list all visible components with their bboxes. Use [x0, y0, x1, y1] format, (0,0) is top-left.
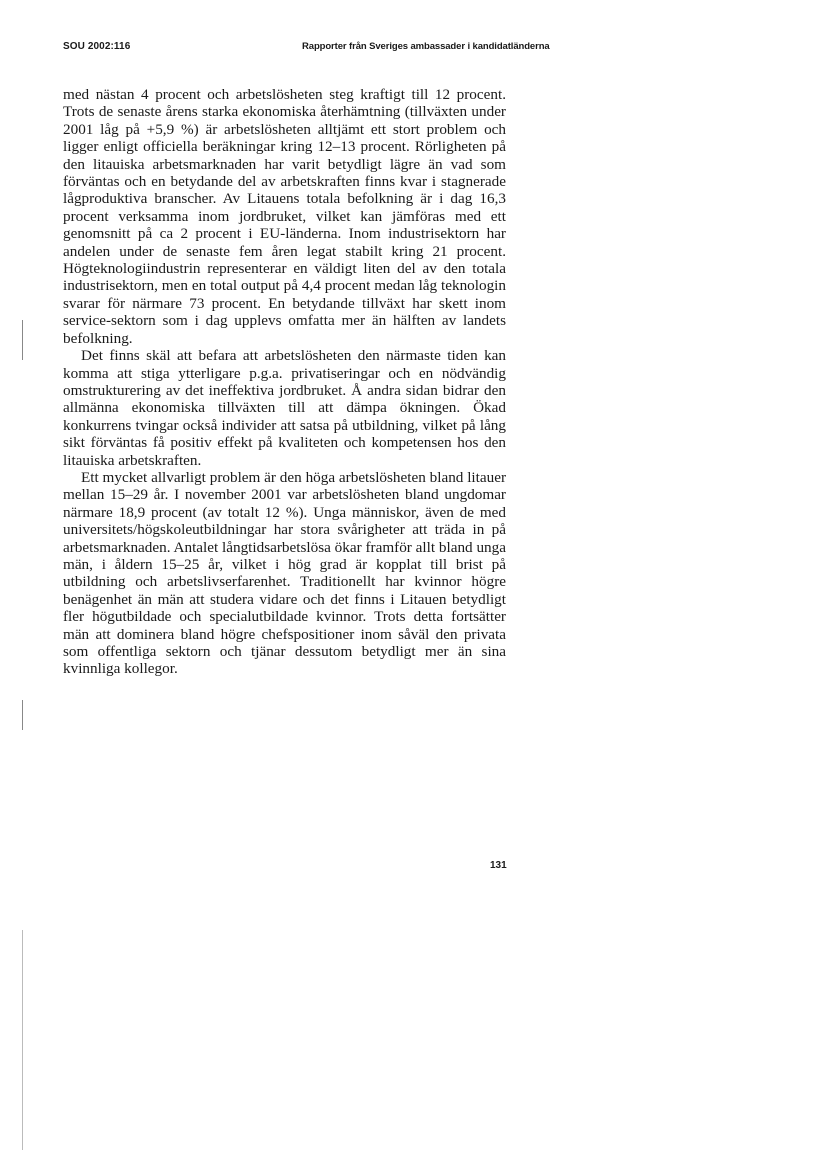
- paragraph-2: Det finns skäl att befara att arbetslösheten den närmaste tiden kan komma att stiga ytterligare p.g.a. privatiseringar och en nödvändig omstrukturering av det ineffektiva jordbruket. Å andra sidan bidrar den allmänna ekonomiska tillväxten till att dämpa ökningen. Ökad konkurrens tvingar också individer att satsa på utbildning, vilket på lång sikt förväntas få positiv effekt på kvaliteten och kompetensen hos den litauiska arbetskraften.: [63, 347, 506, 469]
- page-number: 131: [490, 860, 507, 871]
- paragraph-1: med nästan 4 procent och arbetslösheten steg kraftigt till 12 procent. Trots de senaste årens starka ekonomiska återhämtning (tillväxten under 2001 låg på +5,9 %) är arbetslösheten alltjämt ett stort problem och ligger enligt officiella beräkningar kring 12–13 procent. Rörligheten på den litauiska arbetsmarknaden har varit betydligt lägre än vad som förväntas och en betydande del av arbetskraften finns kvar i stagnerade lågproduktiva branscher. Av Litauens totala befolkning är i dag 16,3 procent verksamma inom jordbruket, vilket kan jämföras med ett genomsnitt på ca 2 procent i EU-länderna. Inom industrisektorn har andelen under de senaste fem åren legat stabilt kring 21 procent. Högteknologiindustrin representerar en väldigt liten del av den totala industrisektorn, men en total output på 4,4 procent medan låg teknologin svarar för närmare 73 procent. En betydande tillväxt har skett inom service-sektorn som i dag upplevs omfatta mer än hälften av landets befolkning.: [63, 86, 506, 347]
- left-margin-mark: [22, 320, 23, 360]
- left-margin-mark: [22, 700, 23, 730]
- body-text: [63, 86, 506, 678]
- report-id: SOU 2002:116: [63, 41, 131, 52]
- left-margin-mark: [22, 930, 23, 1150]
- paragraph-3: Ett mycket allvarligt problem är den höga arbetslösheten bland litauer mellan 15–29 år. I november 2001 var arbetslösheten bland ungdomar närmare 18,9 procent (av totalt 12 %). Unga människor, även de med universitets/högskoleutbildningar har stora svårigheter att träda in på arbetsmarknaden. Antalet långtidsarbetslösa ökar framför allt bland unga män, i åldern 15–25 år, vilket i hög grad är kopplat till brist på utbildning och arbetslivserfarenhet. Traditionellt har kvinnor högre benägenhet än män att studera vidare och det finns i Litauen betydligt fler högutbildade och specialutbildade kvinnor. Trots detta fortsätter män att dominera bland högre chefspositioner inom såväl den privata som offentliga sektorn och tjänar dessutom betydligt mer än sina kvinnliga kollegor.: [63, 468, 506, 678]
- running-header: Rapporter från Sveriges ambassader i kandidatländerna: [302, 41, 550, 52]
